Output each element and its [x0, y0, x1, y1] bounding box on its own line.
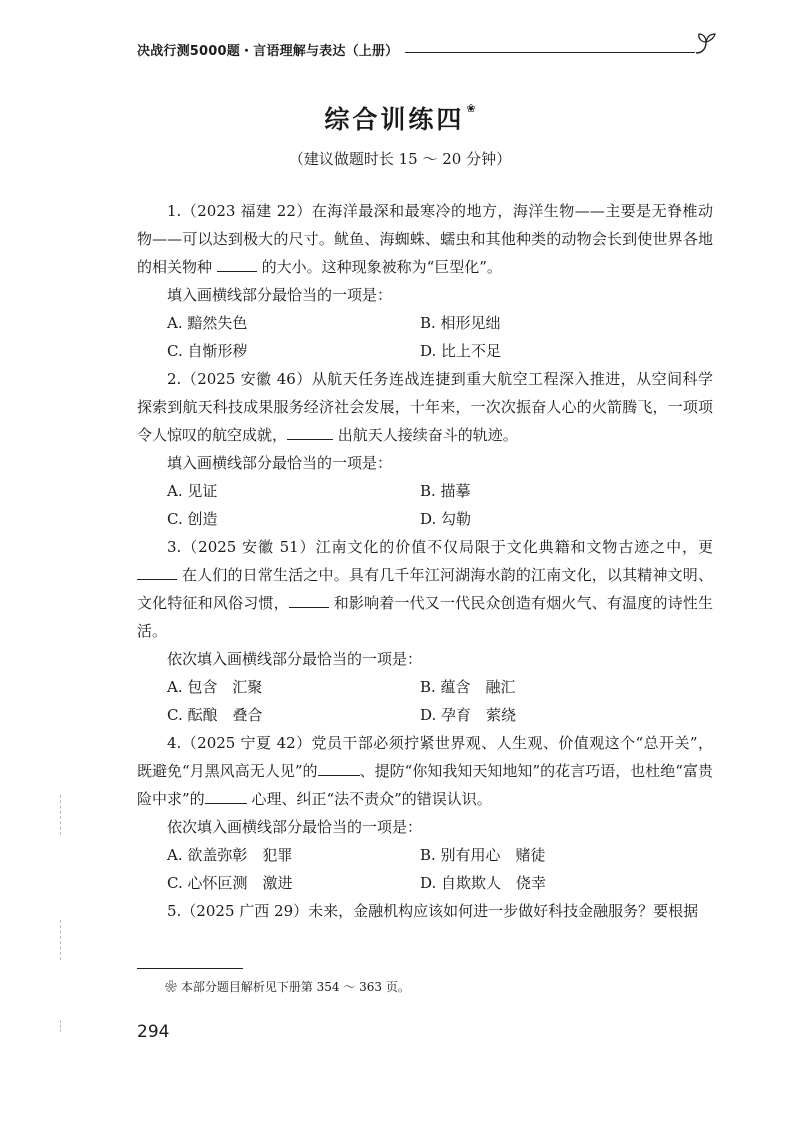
question-instruction: 依次填入画横线部分最恰当的一项是：	[167, 650, 423, 668]
option-d: D. 自欺欺人 侥幸	[420, 874, 547, 892]
question-instruction: 依次填入画横线部分最恰当的一项是：	[167, 818, 423, 836]
option-list	[137, 309, 713, 365]
option-d: D. 比上不足	[420, 342, 502, 360]
header-rule	[405, 52, 695, 53]
option-b: B. 蕴含 融汇	[420, 678, 516, 696]
section-title	[0, 100, 800, 136]
header-title: 决战行测5000题・言语理解与表达（上册）	[137, 44, 399, 59]
scan-margin-mark	[60, 795, 61, 835]
option-a: A. 黯然失色	[167, 314, 248, 332]
option-c: C. 心怀叵测 激进	[167, 874, 293, 892]
question-stem: 2.（2025 安徽 46）从航天任务连战连捷到重大航空工程深入推进，从空间科学探索到航天科技成果服务经济社会发展，十年来，一次次振奋人心的火箭腾飞，一项项令人惊叹的航空成就， 出航天人接续奋斗的轨迹。	[137, 370, 713, 444]
sprout-icon	[693, 32, 719, 56]
question-3	[137, 533, 713, 729]
option-a: A. 欲盖弥彰 犯罪	[167, 846, 293, 864]
question-list	[137, 197, 713, 925]
question-stem: 5.（2025 广西 29）未来，金融机构应该如何进一步做好科技金融服务？要根据	[167, 902, 699, 920]
answer-blank	[137, 562, 177, 580]
question-stem: 3.（2025 安徽 51）江南文化的价值不仅局限于文化典籍和文物古迹之中，更 在人们的日常生活之中。具有几千年江河湖海水韵的江南文化，以其精神文明、文化特征和风俗习惯， 和影响着一代又一代民众创造有烟火气、有温度的诗性生活。	[137, 538, 713, 640]
question-instruction: 填入画横线部分最恰当的一项是：	[167, 454, 393, 472]
option-c: C. 自惭形秽	[167, 342, 248, 360]
footnote-mark-icon: ❀	[466, 102, 476, 115]
option-list	[137, 673, 713, 729]
option-list	[137, 477, 713, 533]
footnote: ❀ 本部分题目解析见下册第 354 ～ 363 页。	[165, 980, 410, 994]
page-number: 294	[137, 1022, 170, 1042]
option-b: B. 相形见绌	[420, 314, 501, 332]
option-b: B. 别有用心 赌徒	[420, 846, 546, 864]
question-2	[137, 365, 713, 533]
question-1	[137, 197, 713, 365]
question-stem: 1.（2023 福建 22）在海洋最深和最寒冷的地方，海洋生物——主要是无脊椎动物——可以达到极大的尺寸。鱿鱼、海蜘蛛、蠕虫和其他种类的动物会长到使世界各地的相关物种 的大小。这种现象被称为“巨型化”。	[137, 202, 713, 276]
scan-margin-mark	[60, 1020, 61, 1032]
answer-blank	[205, 786, 247, 804]
option-b: B. 描摹	[420, 482, 471, 500]
option-a: A. 见证	[167, 482, 218, 500]
scan-margin-mark	[60, 920, 61, 960]
answer-blank	[289, 590, 329, 608]
answer-blank	[217, 254, 257, 272]
question-stem: 4.（2025 宁夏 42）党员干部必须拧紧世界观、人生观、价值观这个“总开关”，既避免“月黑风高无人见”的 、提防“你知我知天知地知”的花言巧语，也杜绝“富贵险中求”的 心理、纠正“法不责众”的错误认识。	[137, 734, 713, 808]
answer-blank	[287, 422, 333, 440]
option-d: D. 勾勒	[420, 510, 472, 528]
question-instruction: 填入画横线部分最恰当的一项是：	[167, 286, 393, 304]
option-list	[137, 841, 713, 897]
title-text: 综合训练四	[324, 105, 465, 134]
option-d: D. 孕育 萦绕	[420, 706, 517, 724]
option-c: C. 酝酿 叠合	[167, 706, 263, 724]
option-a: A. 包含 汇聚	[167, 678, 263, 696]
footnote-rule	[137, 968, 243, 969]
suggested-time: （建议做题时长 15 ～ 20 分钟）	[288, 150, 512, 168]
running-header	[137, 38, 717, 62]
option-c: C. 创造	[167, 510, 218, 528]
answer-blank	[318, 758, 360, 776]
question-5	[137, 897, 713, 925]
question-4	[137, 729, 713, 897]
